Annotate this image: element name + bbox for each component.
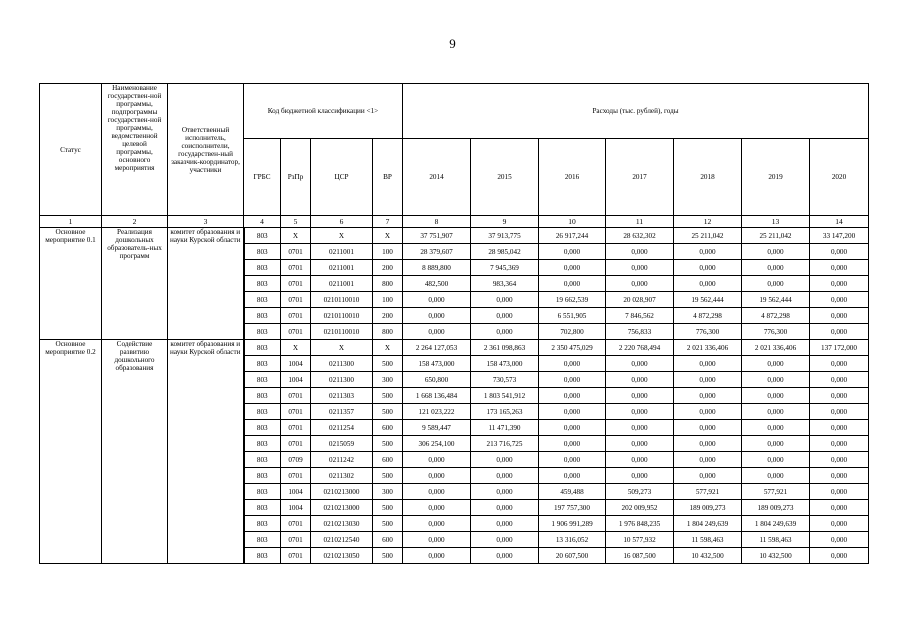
table-row xyxy=(40,340,869,356)
column-number: 11 xyxy=(606,216,674,228)
table-cell: 0,000 xyxy=(471,532,539,548)
table-cell: 6 551,905 xyxy=(539,308,606,324)
table-cell: X xyxy=(311,228,373,244)
table-cell: 189 009,273 xyxy=(674,500,742,516)
table-cell: 500 xyxy=(373,500,403,516)
table-cell: 800 xyxy=(373,324,403,340)
table-cell: 0701 xyxy=(281,244,311,260)
table-cell: 0,000 xyxy=(810,436,869,452)
column-number-row xyxy=(40,216,869,228)
table-cell: 0701 xyxy=(281,420,311,436)
table-cell: 0,000 xyxy=(810,404,869,420)
table-cell: 4 872,298 xyxy=(742,308,810,324)
header-year: 2020 xyxy=(810,139,869,216)
table-cell: 0211001 xyxy=(311,276,373,292)
table-cell: 0215059 xyxy=(311,436,373,452)
table-body xyxy=(40,216,869,564)
table-cell: 121 023,222 xyxy=(403,404,471,420)
table-cell: 0,000 xyxy=(742,420,810,436)
table-cell: 0,000 xyxy=(403,500,471,516)
table-cell: 0701 xyxy=(281,468,311,484)
header-year: 2018 xyxy=(674,139,742,216)
table-cell: 0210213030 xyxy=(311,516,373,532)
table-cell: 2 350 475,029 xyxy=(539,340,606,356)
table-cell: 0,000 xyxy=(471,468,539,484)
table-cell: 189 009,273 xyxy=(742,500,810,516)
table-cell: 0,000 xyxy=(606,452,674,468)
header-year: 2019 xyxy=(742,139,810,216)
table-cell: 28 985,042 xyxy=(471,244,539,260)
table-cell: 0,000 xyxy=(539,452,606,468)
table-cell: 0,000 xyxy=(539,420,606,436)
table-cell: 19 562,444 xyxy=(742,292,810,308)
table-cell: 0,000 xyxy=(810,324,869,340)
table-cell: 25 211,042 xyxy=(674,228,742,244)
table-cell: 0,000 xyxy=(403,468,471,484)
table-cell: 0,000 xyxy=(606,276,674,292)
column-number: 7 xyxy=(373,216,403,228)
table-cell: 0211001 xyxy=(311,260,373,276)
table-cell: 0701 xyxy=(281,276,311,292)
table-cell: 0,000 xyxy=(403,548,471,564)
table-cell: 983,364 xyxy=(471,276,539,292)
column-number: 5 xyxy=(281,216,311,228)
table-cell: 803 xyxy=(244,292,281,308)
table-cell: 4 872,298 xyxy=(674,308,742,324)
table-cell: 0211303 xyxy=(311,388,373,404)
table-cell: 500 xyxy=(373,548,403,564)
table-cell: 0,000 xyxy=(674,468,742,484)
column-number: 6 xyxy=(311,216,373,228)
table-cell: 1 804 249,639 xyxy=(674,516,742,532)
table-cell: 509,273 xyxy=(606,484,674,500)
table-cell: 0211302 xyxy=(311,468,373,484)
table-cell: 0,000 xyxy=(810,420,869,436)
table-cell: 0210213000 xyxy=(311,484,373,500)
header-year: 2015 xyxy=(471,139,539,216)
table-cell: 0,000 xyxy=(606,356,674,372)
table-cell: 197 757,300 xyxy=(539,500,606,516)
table-cell: 0701 xyxy=(281,436,311,452)
table-cell: 0,000 xyxy=(810,468,869,484)
table-cell: 26 917,244 xyxy=(539,228,606,244)
table-cell: 459,488 xyxy=(539,484,606,500)
table-cell: 0,000 xyxy=(810,532,869,548)
table-cell: 0,000 xyxy=(742,244,810,260)
table-cell: 20 028,907 xyxy=(606,292,674,308)
table-cell: 577,921 xyxy=(742,484,810,500)
table-cell: 0,000 xyxy=(674,372,742,388)
table-cell: 10 432,500 xyxy=(674,548,742,564)
table-cell: 600 xyxy=(373,532,403,548)
table-cell: 803 xyxy=(244,324,281,340)
table-cell: 0,000 xyxy=(471,324,539,340)
header-executor: Ответственный исполнитель, соисполнители, государствен-ный заказчик-координатор, участники xyxy=(168,84,244,216)
table-cell: 0709 xyxy=(281,452,311,468)
table-cell: 0,000 xyxy=(539,404,606,420)
header-vr: ВР xyxy=(373,139,403,216)
table-cell: 200 xyxy=(373,308,403,324)
table-cell: 28 379,607 xyxy=(403,244,471,260)
table-cell: 16 087,500 xyxy=(606,548,674,564)
table-cell: 0,000 xyxy=(403,484,471,500)
table-cell: 0,000 xyxy=(606,260,674,276)
group-executor: комитет образования и науки Курской области xyxy=(168,228,244,340)
table-cell: 0,000 xyxy=(674,276,742,292)
table-cell: 2 021 336,406 xyxy=(742,340,810,356)
table-cell: 0,000 xyxy=(810,500,869,516)
group-status: Основное мероприятие 0.2 xyxy=(40,340,102,564)
table-cell: 0,000 xyxy=(742,356,810,372)
column-number: 12 xyxy=(674,216,742,228)
table-cell: 0,000 xyxy=(403,308,471,324)
table-cell: 803 xyxy=(244,420,281,436)
table-cell: 0211357 xyxy=(311,404,373,420)
table-cell: 0,000 xyxy=(539,388,606,404)
table-cell: 0,000 xyxy=(403,292,471,308)
table-cell: 100 xyxy=(373,292,403,308)
table-cell: 0,000 xyxy=(742,276,810,292)
table-cell: 0,000 xyxy=(674,404,742,420)
table-cell: 200 xyxy=(373,260,403,276)
table-cell: 803 xyxy=(244,500,281,516)
table-cell: 0,000 xyxy=(403,324,471,340)
table-cell: 0,000 xyxy=(742,452,810,468)
table-cell: 0701 xyxy=(281,532,311,548)
table-cell: 730,573 xyxy=(471,372,539,388)
column-number: 10 xyxy=(539,216,606,228)
table-cell: 0,000 xyxy=(674,452,742,468)
header-budget-code: Код бюджетной классификации <1> xyxy=(244,84,403,139)
table-cell: 0,000 xyxy=(606,404,674,420)
table-cell: 0701 xyxy=(281,548,311,564)
table-cell: 776,300 xyxy=(742,324,810,340)
table-cell: 0,000 xyxy=(674,260,742,276)
table-cell: 0,000 xyxy=(539,468,606,484)
table-cell: 300 xyxy=(373,484,403,500)
table-cell: 11 598,463 xyxy=(742,532,810,548)
table-cell: 0,000 xyxy=(471,516,539,532)
table-cell: X xyxy=(373,340,403,356)
table-cell: 0211242 xyxy=(311,452,373,468)
table-cell: 0,000 xyxy=(674,244,742,260)
table-cell: 1004 xyxy=(281,372,311,388)
table-cell: 803 xyxy=(244,516,281,532)
table-cell: 10 432,500 xyxy=(742,548,810,564)
table-cell: X xyxy=(281,228,311,244)
table-cell: 0,000 xyxy=(810,308,869,324)
table-cell: 803 xyxy=(244,308,281,324)
table-cell: 803 xyxy=(244,244,281,260)
table-cell: 0701 xyxy=(281,260,311,276)
table-cell: 500 xyxy=(373,388,403,404)
column-number: 3 xyxy=(168,216,244,228)
table-cell: 306 254,100 xyxy=(403,436,471,452)
table-cell: 2 264 127,053 xyxy=(403,340,471,356)
header-name: Наименование государствен-ной программы, подпрограммы государствен-ной программы, ведомственной целевой программы, основного мероприятия xyxy=(102,84,168,216)
table-cell: 28 632,302 xyxy=(606,228,674,244)
table-cell: 1 906 991,289 xyxy=(539,516,606,532)
group-name: Содействие развитию дошкольного образования xyxy=(102,340,168,564)
table-cell: 0,000 xyxy=(674,356,742,372)
column-number: 13 xyxy=(742,216,810,228)
table-cell: 803 xyxy=(244,548,281,564)
table-cell: 0210110010 xyxy=(311,324,373,340)
header-expenses: Расходы (тыс. рублей), годы xyxy=(403,84,869,139)
table-cell: 600 xyxy=(373,452,403,468)
column-number: 2 xyxy=(102,216,168,228)
table-cell: 8 889,800 xyxy=(403,260,471,276)
table-cell: 0,000 xyxy=(810,388,869,404)
table-cell: 803 xyxy=(244,340,281,356)
table-cell: 0,000 xyxy=(810,516,869,532)
group-name: Реализация дошкольных образователь-ных программ xyxy=(102,228,168,340)
table-cell: 0,000 xyxy=(810,260,869,276)
group-executor: комитет образования и науки Курской области xyxy=(168,340,244,564)
table-cell: 482,500 xyxy=(403,276,471,292)
table-cell: 0701 xyxy=(281,324,311,340)
table-cell: 1004 xyxy=(281,500,311,516)
table-cell: 803 xyxy=(244,532,281,548)
table-cell: 803 xyxy=(244,260,281,276)
table-cell: 0,000 xyxy=(742,260,810,276)
table-cell: 0,000 xyxy=(539,372,606,388)
header-year: 2016 xyxy=(539,139,606,216)
table-cell: 0210110010 xyxy=(311,292,373,308)
column-number: 9 xyxy=(471,216,539,228)
table-cell: 0701 xyxy=(281,388,311,404)
table-cell: 0,000 xyxy=(606,468,674,484)
column-number: 14 xyxy=(810,216,869,228)
table-cell: 0,000 xyxy=(742,436,810,452)
table-cell: 0,000 xyxy=(810,548,869,564)
table-cell: 0,000 xyxy=(539,276,606,292)
header-status: Статус xyxy=(40,84,102,216)
table-cell: 0211001 xyxy=(311,244,373,260)
header-year: 2014 xyxy=(403,139,471,216)
table-cell: 0211254 xyxy=(311,420,373,436)
table-cell: 0,000 xyxy=(403,452,471,468)
table-cell: 0701 xyxy=(281,404,311,420)
table-cell: 0210213000 xyxy=(311,500,373,516)
table-cell: 803 xyxy=(244,484,281,500)
table-cell: 173 165,263 xyxy=(471,404,539,420)
table-cell: 0,000 xyxy=(742,404,810,420)
table-cell: 500 xyxy=(373,404,403,420)
table-cell: 0210110010 xyxy=(311,308,373,324)
table-cell: 0,000 xyxy=(606,244,674,260)
table-cell: 0,000 xyxy=(674,388,742,404)
table-cell: 20 607,500 xyxy=(539,548,606,564)
table-cell: 0,000 xyxy=(810,452,869,468)
table-cell: 2 021 336,406 xyxy=(674,340,742,356)
page-number: 9 xyxy=(449,36,456,51)
table-cell: 0,000 xyxy=(539,260,606,276)
table-cell: 0,000 xyxy=(403,516,471,532)
column-number: 1 xyxy=(40,216,102,228)
table-cell: 756,833 xyxy=(606,324,674,340)
table-cell: 0,000 xyxy=(742,468,810,484)
table-cell: 11 598,463 xyxy=(674,532,742,548)
table-cell: 600 xyxy=(373,420,403,436)
table-cell: 10 577,932 xyxy=(606,532,674,548)
table-cell: 500 xyxy=(373,436,403,452)
table-cell: 25 211,042 xyxy=(742,228,810,244)
table-cell: 0,000 xyxy=(471,500,539,516)
table-cell: 803 xyxy=(244,388,281,404)
table-cell: 37 751,907 xyxy=(403,228,471,244)
table-cell: 37 913,775 xyxy=(471,228,539,244)
header-grbs: ГРБС xyxy=(244,139,281,216)
table-cell: 0,000 xyxy=(403,532,471,548)
table-cell: 33 147,200 xyxy=(810,228,869,244)
table-cell: 158 473,000 xyxy=(471,356,539,372)
table-cell: 2 361 098,863 xyxy=(471,340,539,356)
table-cell: 500 xyxy=(373,356,403,372)
header-rzpr: РзПр xyxy=(281,139,311,216)
table-cell: 100 xyxy=(373,244,403,260)
table-cell: 0210212540 xyxy=(311,532,373,548)
table-cell: 0701 xyxy=(281,292,311,308)
table-cell: 0,000 xyxy=(606,436,674,452)
table-cell: 0,000 xyxy=(539,244,606,260)
table-cell: 0,000 xyxy=(471,452,539,468)
table-cell: X xyxy=(311,340,373,356)
table-cell: X xyxy=(281,340,311,356)
budget-table xyxy=(39,83,869,564)
table-cell: 800 xyxy=(373,276,403,292)
table-cell: 0,000 xyxy=(471,308,539,324)
table-cell: 1 668 136,484 xyxy=(403,388,471,404)
header-csr: ЦСР xyxy=(311,139,373,216)
table-cell: 158 473,000 xyxy=(403,356,471,372)
table-cell: 19 562,444 xyxy=(674,292,742,308)
table-row xyxy=(40,228,869,244)
table-cell: 137 172,000 xyxy=(810,340,869,356)
table-cell: 803 xyxy=(244,276,281,292)
table-cell: 577,921 xyxy=(674,484,742,500)
table-cell: 0,000 xyxy=(606,372,674,388)
table-cell: X xyxy=(373,228,403,244)
table-cell: 803 xyxy=(244,468,281,484)
table-cell: 0,000 xyxy=(674,436,742,452)
table-cell: 803 xyxy=(244,404,281,420)
table-cell: 0,000 xyxy=(471,484,539,500)
table-cell: 0211300 xyxy=(311,372,373,388)
table-cell: 0,000 xyxy=(810,372,869,388)
table-cell: 300 xyxy=(373,372,403,388)
table-cell: 0701 xyxy=(281,516,311,532)
group-status: Основное мероприятие 0.1 xyxy=(40,228,102,340)
table-cell: 0,000 xyxy=(539,356,606,372)
table-cell: 0,000 xyxy=(810,276,869,292)
table-cell: 0,000 xyxy=(810,292,869,308)
table-cell: 0,000 xyxy=(539,436,606,452)
table-cell: 803 xyxy=(244,228,281,244)
table-cell: 13 316,052 xyxy=(539,532,606,548)
column-number: 4 xyxy=(244,216,281,228)
table-cell: 500 xyxy=(373,468,403,484)
table-cell: 1004 xyxy=(281,356,311,372)
table-cell: 1 803 541,912 xyxy=(471,388,539,404)
table-cell: 1 804 249,639 xyxy=(742,516,810,532)
table-cell: 202 009,952 xyxy=(606,500,674,516)
table-cell: 0,000 xyxy=(471,548,539,564)
table-cell: 9 589,447 xyxy=(403,420,471,436)
table-cell: 0,000 xyxy=(742,388,810,404)
table-cell: 803 xyxy=(244,372,281,388)
table-cell: 0210213050 xyxy=(311,548,373,564)
table-cell: 7 945,369 xyxy=(471,260,539,276)
table-cell: 650,800 xyxy=(403,372,471,388)
column-number: 8 xyxy=(403,216,471,228)
table-cell: 7 846,562 xyxy=(606,308,674,324)
table-cell: 0,000 xyxy=(810,356,869,372)
table-cell: 500 xyxy=(373,516,403,532)
table-cell: 702,800 xyxy=(539,324,606,340)
table-cell: 213 716,725 xyxy=(471,436,539,452)
table-cell: 19 662,539 xyxy=(539,292,606,308)
table-cell: 1 976 848,235 xyxy=(606,516,674,532)
table-cell: 0211300 xyxy=(311,356,373,372)
header-year: 2017 xyxy=(606,139,674,216)
table-cell: 0701 xyxy=(281,308,311,324)
table-cell: 803 xyxy=(244,356,281,372)
table-cell: 803 xyxy=(244,436,281,452)
table-cell: 2 220 768,494 xyxy=(606,340,674,356)
table-cell: 0,000 xyxy=(810,484,869,500)
table-cell: 776,300 xyxy=(674,324,742,340)
table-cell: 0,000 xyxy=(606,388,674,404)
table-cell: 0,000 xyxy=(471,292,539,308)
table-cell: 0,000 xyxy=(674,420,742,436)
table-cell: 0,000 xyxy=(742,372,810,388)
table-cell: 11 471,390 xyxy=(471,420,539,436)
table-cell: 0,000 xyxy=(606,420,674,436)
table-cell: 0,000 xyxy=(810,244,869,260)
table-cell: 1004 xyxy=(281,484,311,500)
table-cell: 803 xyxy=(244,452,281,468)
